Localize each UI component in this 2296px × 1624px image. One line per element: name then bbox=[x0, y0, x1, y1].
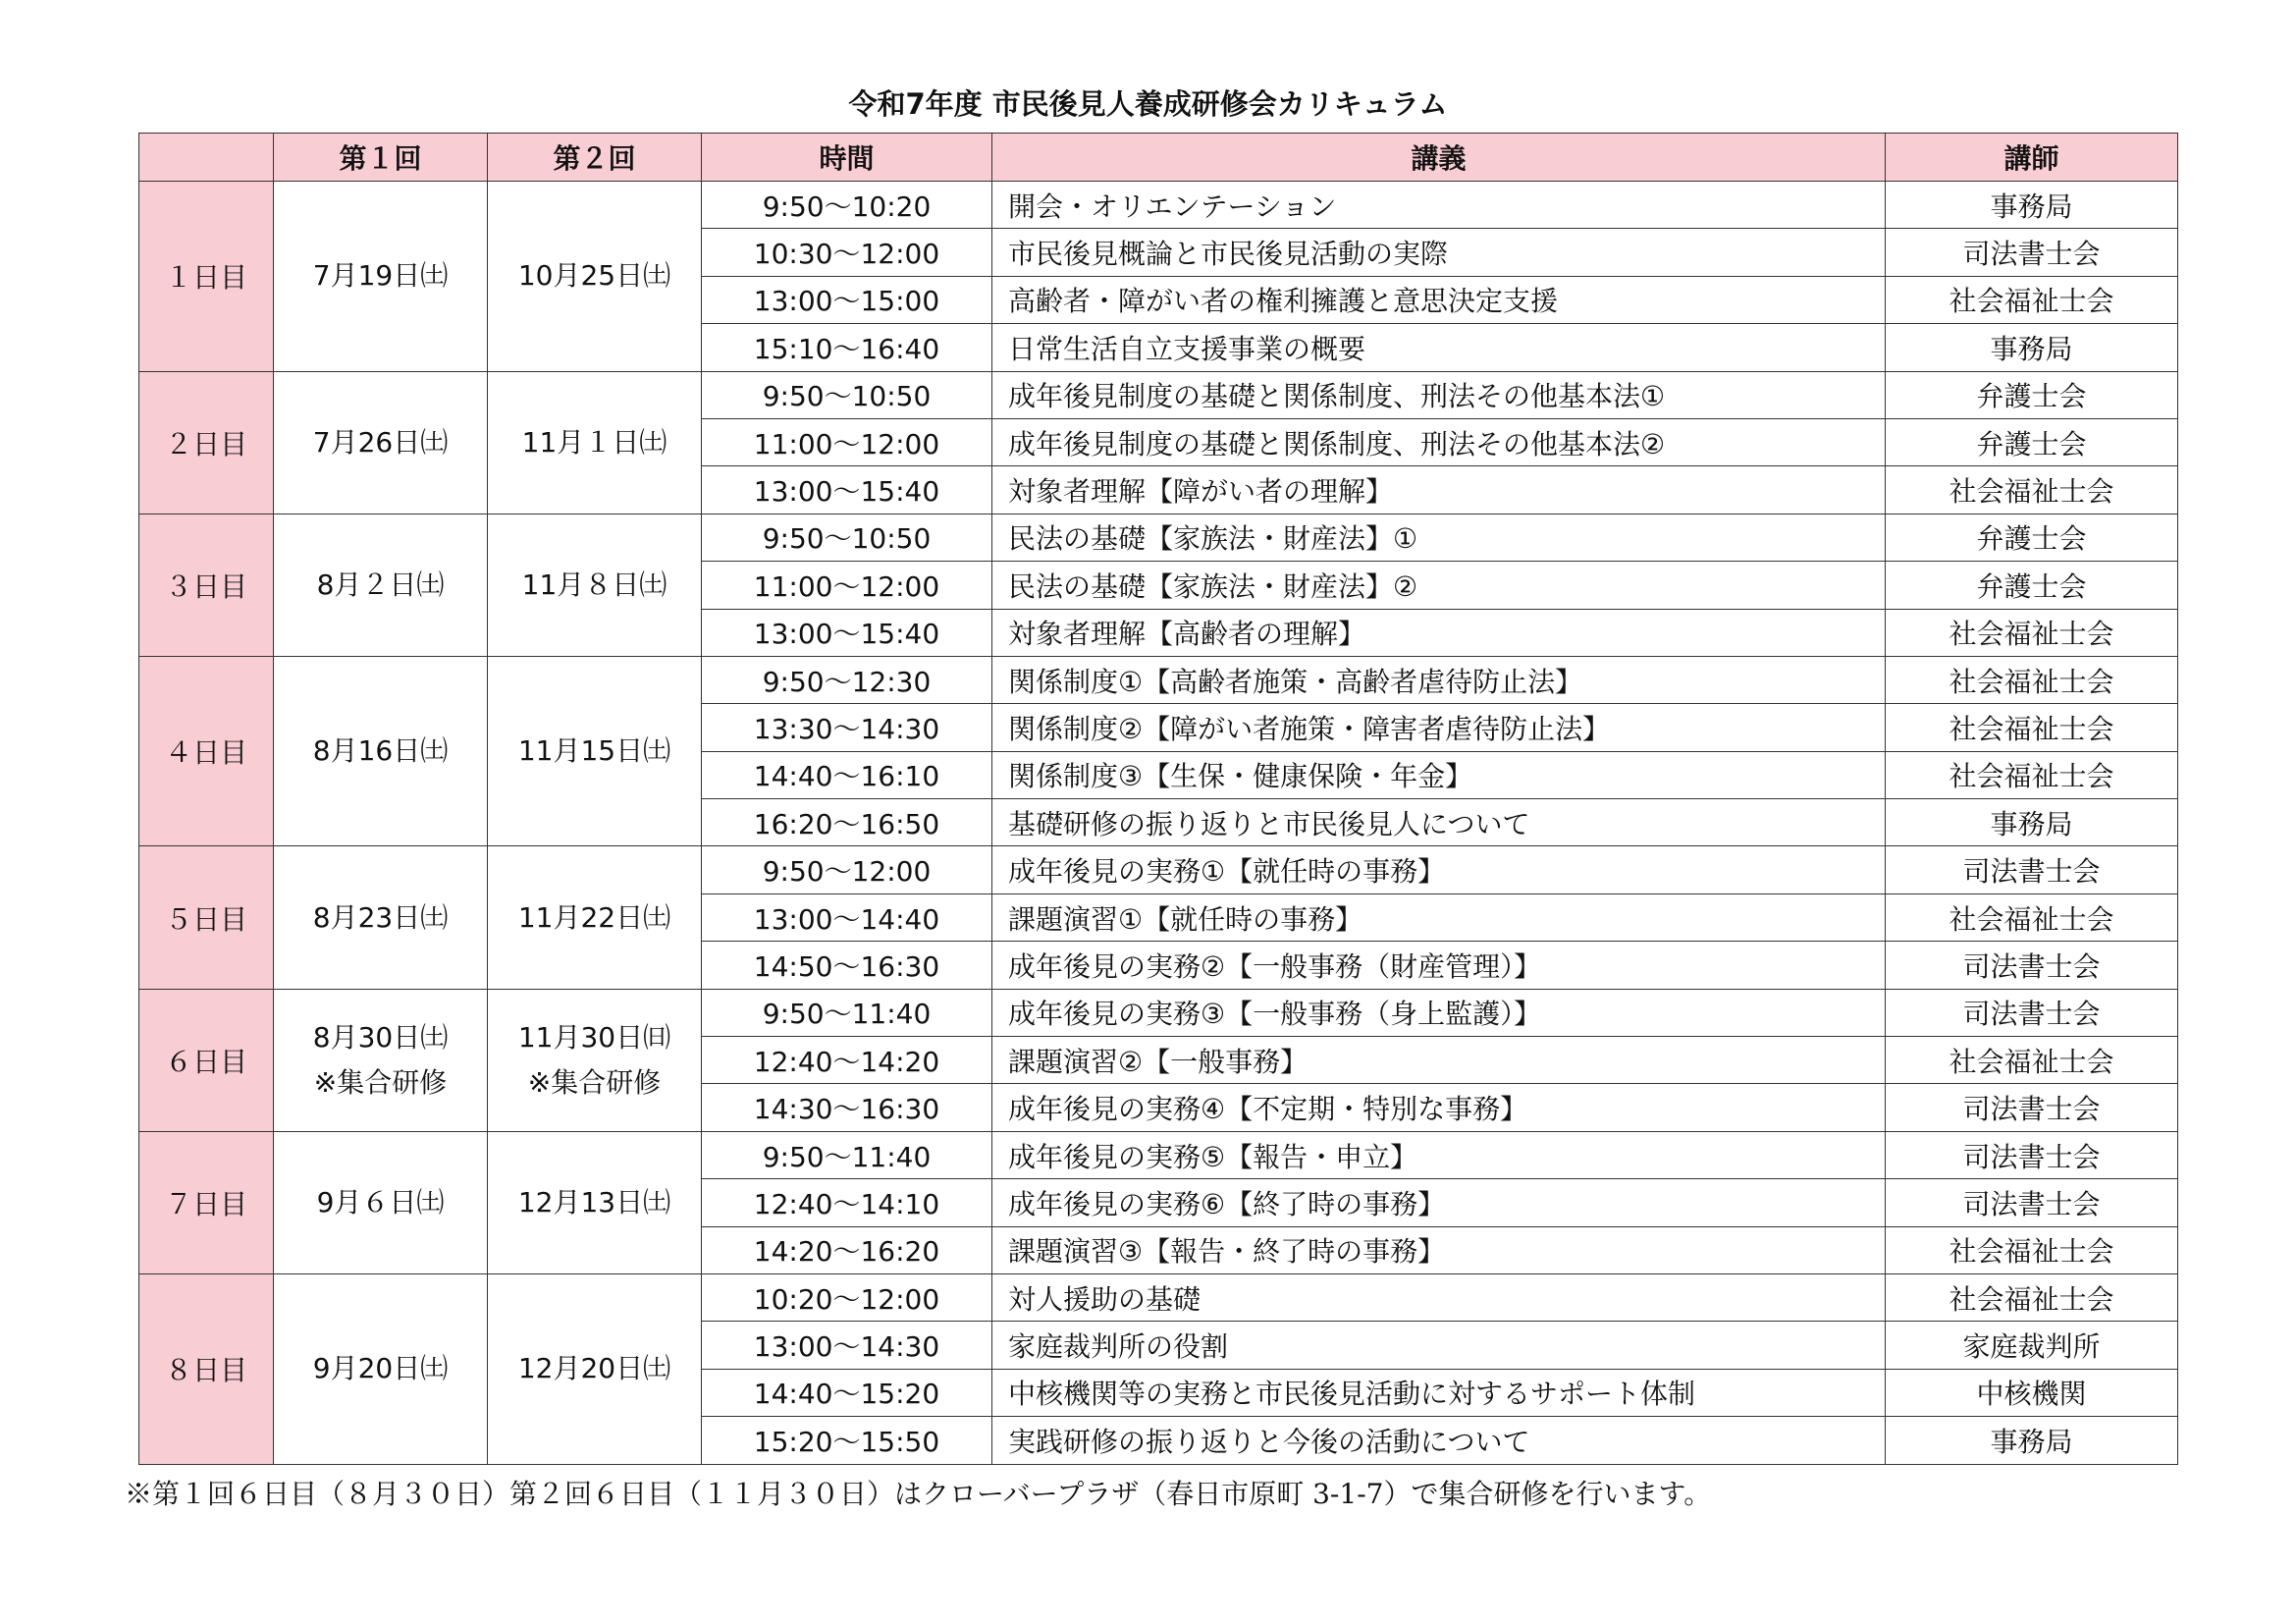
lecture-cell: 成年後見の実務①【就任時の事務】 bbox=[992, 846, 1886, 893]
header-day bbox=[139, 134, 274, 182]
time-cell: 12:40～14:20 bbox=[702, 1037, 992, 1084]
session-1-date bbox=[274, 182, 488, 372]
time-cell: 9:50～10:20 bbox=[702, 182, 992, 229]
lecture-cell: 成年後見制度の基礎と関係制度、刑法その他基本法① bbox=[992, 371, 1886, 418]
day-label: １日目 bbox=[139, 182, 274, 372]
session-1-date bbox=[274, 1131, 488, 1273]
instructor-cell: 社会福祉士会 bbox=[1886, 1037, 2178, 1084]
date-text: 8月30日㈯ bbox=[312, 1020, 449, 1054]
session-1-date bbox=[274, 989, 488, 1131]
lecture-cell: 市民後見概論と市民後見活動の実際 bbox=[992, 229, 1886, 276]
date-text: 11月８日㈯ bbox=[521, 568, 667, 601]
instructor-cell: 司法書士会 bbox=[1886, 1179, 2178, 1226]
instructor-cell: 社会福祉士会 bbox=[1886, 466, 2178, 514]
date-text: 11月22日㈯ bbox=[517, 900, 671, 934]
instructor-cell: 司法書士会 bbox=[1886, 942, 2178, 989]
day-label: ２日目 bbox=[139, 371, 274, 514]
header-instructor: 講師 bbox=[1886, 134, 2178, 182]
instructor-cell: 弁護士会 bbox=[1886, 418, 2178, 465]
instructor-cell: 事務局 bbox=[1886, 1417, 2178, 1464]
instructor-cell: 家庭裁判所 bbox=[1886, 1322, 2178, 1369]
date-text: 11月30日㈰ bbox=[517, 1020, 671, 1054]
instructor-cell: 司法書士会 bbox=[1886, 846, 2178, 893]
time-cell: 9:50～11:40 bbox=[702, 989, 992, 1036]
date-text: 9月６日㈯ bbox=[316, 1185, 445, 1218]
time-cell: 14:30～16:30 bbox=[702, 1084, 992, 1131]
instructor-cell: 司法書士会 bbox=[1886, 229, 2178, 276]
session-1-date bbox=[274, 656, 488, 846]
table-row bbox=[139, 514, 2178, 561]
time-cell: 13:00～15:40 bbox=[702, 466, 992, 514]
instructor-cell: 弁護士会 bbox=[1886, 514, 2178, 561]
lecture-cell: 成年後見の実務④【不定期・特別な事務】 bbox=[992, 1084, 1886, 1131]
time-cell: 9:50～10:50 bbox=[702, 514, 992, 561]
session-2-date bbox=[488, 371, 702, 514]
instructor-cell: 社会福祉士会 bbox=[1886, 656, 2178, 703]
instructor-cell: 弁護士会 bbox=[1886, 562, 2178, 609]
lecture-cell: 課題演習①【就任時の事務】 bbox=[992, 893, 1886, 941]
instructor-cell: 社会福祉士会 bbox=[1886, 704, 2178, 751]
session-1-date bbox=[274, 514, 488, 656]
lecture-cell: 関係制度②【障がい者施策・障害者虐待防止法】 bbox=[992, 704, 1886, 751]
instructor-cell: 事務局 bbox=[1886, 182, 2178, 229]
table-row bbox=[139, 989, 2178, 1036]
lecture-cell: 中核機関等の実務と市民後見活動に対するサポート体制 bbox=[992, 1369, 1886, 1416]
date-text: 9月20日㈯ bbox=[312, 1352, 449, 1385]
lecture-cell: 成年後見制度の基礎と関係制度、刑法その他基本法② bbox=[992, 418, 1886, 465]
instructor-cell: 事務局 bbox=[1886, 799, 2178, 846]
lecture-cell: 関係制度①【高齢者施策・高齢者虐待防止法】 bbox=[992, 656, 1886, 703]
day-label: ５日目 bbox=[139, 846, 274, 989]
lecture-cell: 成年後見の実務③【一般事務（身上監護）】 bbox=[992, 989, 1886, 1036]
instructor-cell: 社会福祉士会 bbox=[1886, 751, 2178, 798]
time-cell: 11:00～12:00 bbox=[702, 418, 992, 465]
time-cell: 10:20～12:00 bbox=[702, 1273, 992, 1321]
session-1-date bbox=[274, 846, 488, 989]
time-cell: 14:20～16:20 bbox=[702, 1226, 992, 1273]
lecture-cell: 基礎研修の振り返りと市民後見人について bbox=[992, 799, 1886, 846]
lecture-cell: 成年後見の実務⑤【報告・申立】 bbox=[992, 1131, 1886, 1178]
lecture-cell: 開会・オリエンテーション bbox=[992, 182, 1886, 229]
table-row bbox=[139, 846, 2178, 893]
date-text: 8月２日㈯ bbox=[316, 568, 445, 601]
instructor-cell: 社会福祉士会 bbox=[1886, 609, 2178, 656]
time-cell: 13:30～14:30 bbox=[702, 704, 992, 751]
date-text: 8月16日㈯ bbox=[312, 734, 449, 768]
time-cell: 10:30～12:00 bbox=[702, 229, 992, 276]
header-time: 時間 bbox=[702, 134, 992, 182]
lecture-cell: 対象者理解【障がい者の理解】 bbox=[992, 466, 1886, 514]
instructor-cell: 中核機関 bbox=[1886, 1369, 2178, 1416]
lecture-cell: 課題演習②【一般事務】 bbox=[992, 1037, 1886, 1084]
table-row bbox=[139, 1273, 2178, 1321]
time-cell: 11:00～12:00 bbox=[702, 562, 992, 609]
table-header-row bbox=[139, 134, 2178, 182]
day-label: ４日目 bbox=[139, 656, 274, 846]
session-1-date bbox=[274, 1273, 488, 1464]
time-cell: 13:00～15:00 bbox=[702, 276, 992, 323]
lecture-cell: 成年後見の実務②【一般事務（財産管理）】 bbox=[992, 942, 1886, 989]
time-cell: 14:50～16:30 bbox=[702, 942, 992, 989]
session-2-date bbox=[488, 182, 702, 372]
footnote: ※第１回６日目（８月３０日）第２回６日目（１１月３０日）はクローバープラザ（春日市原町 3-1-7）で集合研修を行います。 bbox=[125, 1478, 1712, 1510]
session-2-date bbox=[488, 846, 702, 989]
time-cell: 15:20～15:50 bbox=[702, 1417, 992, 1464]
instructor-cell: 社会福祉士会 bbox=[1886, 893, 2178, 941]
instructor-cell: 司法書士会 bbox=[1886, 1131, 2178, 1178]
table-row bbox=[139, 182, 2178, 229]
lecture-cell: 対人援助の基礎 bbox=[992, 1273, 1886, 1321]
time-cell: 9:50～12:30 bbox=[702, 656, 992, 703]
instructor-cell: 司法書士会 bbox=[1886, 989, 2178, 1036]
date-text: 7月26日㈯ bbox=[312, 425, 449, 459]
date-text: 7月19日㈯ bbox=[312, 259, 449, 293]
time-cell: 14:40～15:20 bbox=[702, 1369, 992, 1416]
lecture-cell: 高齢者・障がい者の権利擁護と意思決定支援 bbox=[992, 276, 1886, 323]
date-text: 11月１日㈯ bbox=[521, 425, 667, 459]
day-label: ８日目 bbox=[139, 1273, 274, 1464]
day-label: ３日目 bbox=[139, 514, 274, 656]
lecture-cell: 家庭裁判所の役割 bbox=[992, 1322, 1886, 1369]
time-cell: 13:00～15:40 bbox=[702, 609, 992, 656]
day-label: ７日目 bbox=[139, 1131, 274, 1273]
instructor-cell: 司法書士会 bbox=[1886, 1084, 2178, 1131]
session-2-date bbox=[488, 514, 702, 656]
date-text: 12月13日㈯ bbox=[517, 1185, 671, 1218]
instructor-cell: 社会福祉士会 bbox=[1886, 1226, 2178, 1273]
instructor-cell: 社会福祉士会 bbox=[1886, 276, 2178, 323]
note-text: ※集合研修 bbox=[527, 1065, 662, 1099]
date-text: 8月23日㈯ bbox=[312, 900, 449, 934]
time-cell: 9:50～11:40 bbox=[702, 1131, 992, 1178]
page-title: 令和7年度 市民後見人養成研修会カリキュラム bbox=[848, 87, 1448, 121]
date-text: 12月20日㈯ bbox=[517, 1352, 671, 1385]
table-row bbox=[139, 656, 2178, 703]
header-session-1: 第１回 bbox=[274, 134, 488, 182]
lecture-cell: 民法の基礎【家族法・財産法】② bbox=[992, 562, 1886, 609]
session-2-date bbox=[488, 989, 702, 1131]
lecture-cell: 課題演習③【報告・終了時の事務】 bbox=[992, 1226, 1886, 1273]
instructor-cell: 弁護士会 bbox=[1886, 371, 2178, 418]
session-2-date bbox=[488, 1273, 702, 1464]
lecture-cell: 成年後見の実務⑥【終了時の事務】 bbox=[992, 1179, 1886, 1226]
lecture-cell: 関係制度③【生保・健康保険・年金】 bbox=[992, 751, 1886, 798]
time-cell: 13:00～14:40 bbox=[702, 893, 992, 941]
time-cell: 16:20～16:50 bbox=[702, 799, 992, 846]
lecture-cell: 対象者理解【高齢者の理解】 bbox=[992, 609, 1886, 656]
date-text: 11月15日㈯ bbox=[517, 734, 671, 768]
table-row bbox=[139, 1131, 2178, 1178]
day-label: ６日目 bbox=[139, 989, 274, 1131]
time-cell: 9:50～10:50 bbox=[702, 371, 992, 418]
time-cell: 13:00～14:30 bbox=[702, 1322, 992, 1369]
time-cell: 12:40～14:10 bbox=[702, 1179, 992, 1226]
session-2-date bbox=[488, 1131, 702, 1273]
header-lecture: 講義 bbox=[992, 134, 1886, 182]
session-2-date bbox=[488, 656, 702, 846]
table-body bbox=[139, 182, 2178, 1465]
time-cell: 9:50～12:00 bbox=[702, 846, 992, 893]
instructor-cell: 事務局 bbox=[1886, 324, 2178, 371]
header-session-2: 第２回 bbox=[488, 134, 702, 182]
table-row bbox=[139, 371, 2178, 418]
date-text: 10月25日㈯ bbox=[517, 259, 671, 293]
lecture-cell: 民法の基礎【家族法・財産法】① bbox=[992, 514, 1886, 561]
instructor-cell: 社会福祉士会 bbox=[1886, 1273, 2178, 1321]
note-text: ※集合研修 bbox=[313, 1065, 448, 1099]
time-cell: 14:40～16:10 bbox=[702, 751, 992, 798]
lecture-cell: 実践研修の振り返りと今後の活動について bbox=[992, 1417, 1886, 1464]
lecture-cell: 日常生活自立支援事業の概要 bbox=[992, 324, 1886, 371]
curriculum-table bbox=[138, 133, 2178, 1465]
session-1-date bbox=[274, 371, 488, 514]
time-cell: 15:10～16:40 bbox=[702, 324, 992, 371]
